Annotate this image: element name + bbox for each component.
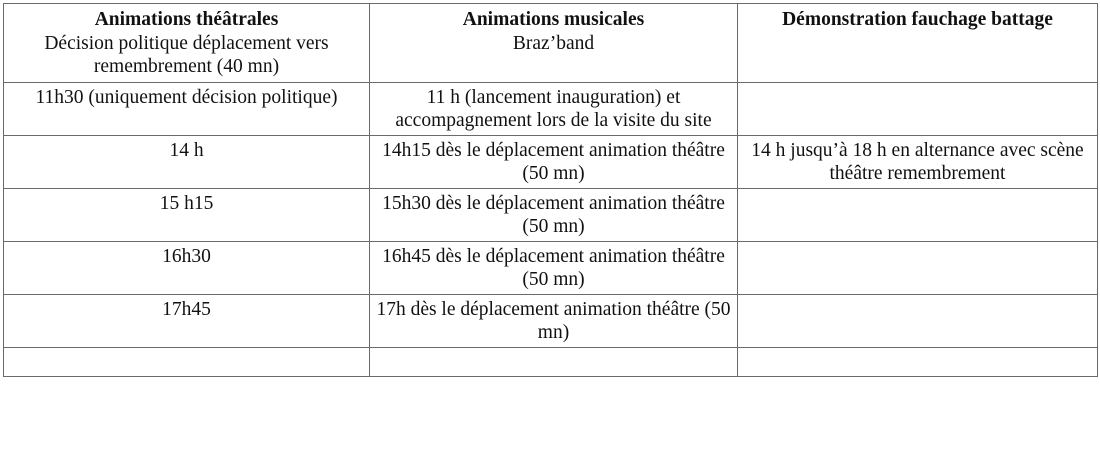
cell-theatre — [4, 82, 370, 135]
cell-music — [370, 188, 738, 241]
cell-theatre — [4, 347, 370, 376]
table-row — [4, 135, 1098, 188]
cell-theatre — [4, 241, 370, 294]
cell-demo — [738, 241, 1098, 294]
cell-theatre — [4, 188, 370, 241]
table-row — [4, 347, 1098, 376]
cell-demo — [738, 82, 1098, 135]
cell-music-text: 15h30 dès le déplacement animation théâtre (50 mn) — [382, 192, 725, 237]
table-header — [4, 4, 1098, 83]
table-row — [4, 241, 1098, 294]
header-row — [4, 4, 1098, 83]
header-theatre-subtitle: Décision politique déplacement vers remembrement (40 mn) — [44, 32, 329, 77]
cell-music — [370, 294, 738, 347]
header-music — [370, 4, 738, 83]
cell-theatre-text: 15 h15 — [159, 192, 214, 214]
cell-music-text: 14h15 dès le déplacement animation théâtre (50 mn) — [382, 139, 725, 184]
cell-music — [370, 135, 738, 188]
header-music-title: Animations musicales — [462, 9, 645, 30]
cell-demo — [738, 188, 1098, 241]
table-row — [4, 82, 1098, 135]
cell-music-text: 17h dès le déplacement animation théâtre (50 mn) — [376, 298, 731, 343]
header-music-subtitle: Braz’band — [512, 32, 595, 54]
cell-demo-text: 14 h jusqu’à 18 h en alternance avec scène théâtre remembrement — [751, 139, 1084, 184]
header-demo-title: Démonstration fauchage battage — [782, 9, 1053, 30]
table-body — [4, 82, 1098, 376]
table-row — [4, 188, 1098, 241]
cell-theatre-text: 14 h — [169, 139, 204, 161]
cell-theatre — [4, 135, 370, 188]
header-theatre — [4, 4, 370, 83]
cell-theatre-text: 17h45 — [162, 298, 211, 320]
cell-demo — [738, 294, 1098, 347]
cell-demo — [738, 347, 1098, 376]
table-row — [4, 294, 1098, 347]
schedule-table — [3, 3, 1098, 377]
cell-music — [370, 82, 738, 135]
cell-theatre-text: 16h30 — [162, 245, 211, 267]
cell-music — [370, 241, 738, 294]
cell-music-text: 16h45 dès le déplacement animation théâtre (50 mn) — [382, 245, 725, 290]
cell-theatre-text: 11h30 (uniquement décision politique) — [35, 86, 338, 108]
header-theatre-title: Animations théâtrales — [94, 9, 279, 30]
header-demo — [738, 4, 1098, 83]
schedule-document — [3, 3, 1097, 377]
cell-demo — [738, 135, 1098, 188]
cell-music-text: 11 h (lancement inauguration) et accompagnement lors de la visite du site — [395, 86, 712, 131]
cell-music — [370, 347, 738, 376]
cell-theatre — [4, 294, 370, 347]
